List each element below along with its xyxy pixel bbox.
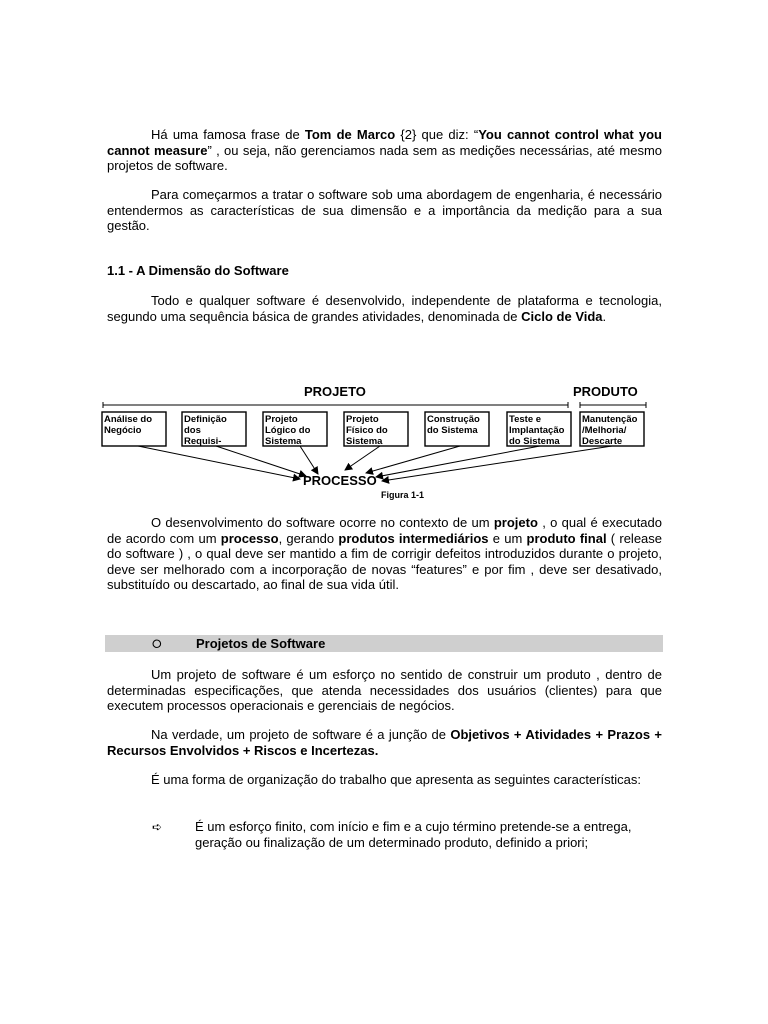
intro-paragraph: Há uma famosa frase de Tom de Marco {2} que diz: “You cannot control what you cannot measure” , ou seja, não gerenciamos nada sem as medições necessárias, até mesmo projetos de software. — [107, 127, 662, 173]
characteristics-paragraph: É uma forma de organização do trabalho que apresenta as seguintes características: — [151, 772, 641, 787]
subsection-bar — [105, 635, 663, 652]
label-produto: PRODUTO — [573, 384, 638, 399]
diagram-box — [425, 412, 489, 446]
diagram-box — [182, 412, 246, 447]
diagram-box-label: Sistema — [265, 436, 302, 447]
diagram-box-label: dos — [184, 425, 201, 436]
subsection-title: Projetos de Software — [196, 636, 326, 651]
diagram-box — [344, 412, 408, 447]
diagram-box — [580, 412, 644, 447]
diagram-box-label: /Melhoria/ — [582, 425, 627, 436]
development-paragraph: O desenvolvimento do software ocorre no contexto de um projeto , o qual é executado de acordo com um processo, gerando produtos intermediários e um produto final ( release do software ) , o qual deve ser mantido a fim de corrigir defeitos introduzidos durante o projeto, deve ser melhorado com a incorporação de novas “features” e por fim , deve ser desativado, substituído ou descartado, ao final de sua vida útil. — [107, 515, 663, 592]
diagram-box-label: Análise do — [104, 414, 153, 425]
diagram-box-label: Negócio — [104, 425, 142, 436]
circle-bullet-icon: ⭘ — [152, 637, 162, 651]
diagram-box-label: Físico do — [346, 425, 388, 436]
life-cycle-paragraph: Todo e qualquer software é desenvolvido, independente de plataforma e tecnologia, segundo uma sequência básica de grandes atividades, denominada de Ciclo de Vida. — [107, 293, 662, 324]
engineering-paragraph: Para começarmos a tratar o software sob uma abordagem de engenharia, é necessário entendermos as características de sua dimensão e a importância da medição para a sua gestão. — [107, 187, 662, 233]
label-processo: PROCESSO — [303, 473, 377, 488]
diagram-box-label: Manutenção — [582, 414, 638, 425]
diagram-box-label: do Sistema — [509, 436, 560, 447]
label-projeto: PROJETO — [304, 384, 366, 399]
life-cycle-diagram — [0, 375, 768, 505]
diagram-box-label: Descarte — [582, 436, 623, 447]
section-title: 1.1 - A Dimensão do Software — [107, 263, 289, 278]
diagram-box-label: do Sistema — [427, 425, 478, 436]
list-item: É um esforço finito, com início e fim e a cujo término pretende-se a entrega, geração ou finalização de um determinado produto, definido a priori; — [195, 819, 632, 850]
diagram-box-label: Definição — [184, 414, 227, 425]
diagram-box — [507, 412, 571, 447]
diagram-box — [102, 412, 166, 446]
diagram-box-label: Projeto — [346, 414, 379, 425]
diagram-box-label: Implantação — [509, 425, 565, 436]
arrow-bullet-icon: ➪ — [152, 820, 163, 834]
diagram-box-label: Projeto — [265, 414, 298, 425]
project-definition-paragraph: Um projeto de software é um esforço no sentido de construir um produto , dentro de determinadas especificações, que atenda necessidades dos usuários (clientes) para que executem processos operacionais e gerenciais de negócios. — [107, 667, 662, 713]
diagram-box-label: Requisi- — [184, 436, 222, 447]
diagram-box-label: Sistema — [346, 436, 383, 447]
diagram-box-label: Teste e — [509, 414, 542, 425]
diagram-box-label: Lógico do — [265, 425, 311, 436]
diagram-box — [263, 412, 327, 447]
diagram-box-label: Construção — [427, 414, 480, 425]
figure-caption: Figura 1-1 — [381, 490, 425, 500]
project-formula-paragraph: Na verdade, um projeto de software é a junção de Objetivos + Atividades + Prazos + Recursos Envolvidos + Riscos e Incertezas. — [107, 727, 662, 758]
